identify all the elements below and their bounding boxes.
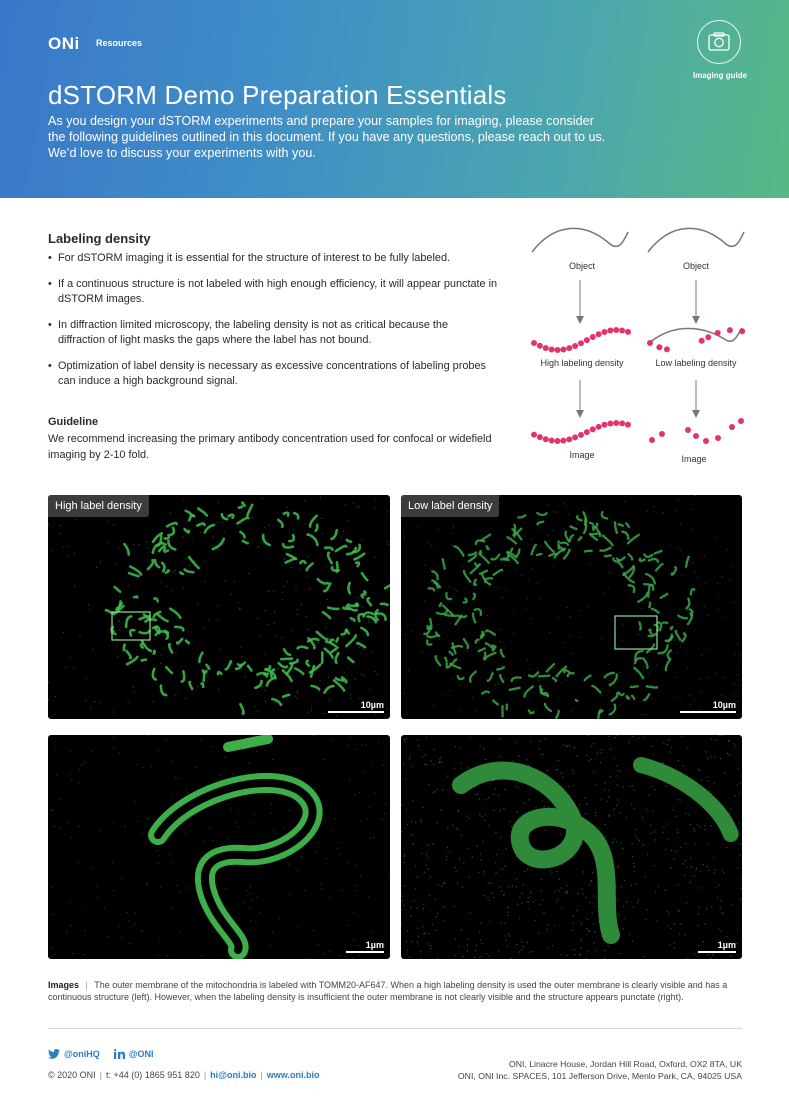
micrograph-high-zoom — [48, 735, 390, 959]
caption-label: Images — [48, 980, 80, 990]
object-curve-left — [532, 228, 628, 252]
image-label-right: Image — [681, 454, 707, 464]
address-uk: ONI, Linacre House, Jordan Hill Road, Oxford, OX2 8TA, UK — [508, 1059, 742, 1069]
address-us: ONI, ONI Inc. SPACES, 101 Jefferson Drive, Menlo Park, CA, 94025 USA — [457, 1071, 742, 1081]
phone: t: +44 (0) 1865 951 820 — [106, 1070, 200, 1080]
micrograph-low-zoom — [401, 735, 742, 959]
website-link[interactable]: www.oni.bio — [266, 1070, 320, 1080]
divider — [48, 1028, 742, 1029]
linkedin-link[interactable]: @ONI — [114, 1049, 154, 1059]
object-label-left: Object — [568, 261, 595, 271]
diagram-graphic — [520, 222, 760, 472]
guideline-title: Guideline — [48, 416, 99, 428]
imaging-guide-label: Imaging guide — [692, 71, 748, 80]
micrograph-canvas — [401, 495, 742, 719]
section-title: Labeling density — [48, 231, 151, 246]
object-label-right: Object — [682, 261, 709, 271]
low-density-image — [649, 418, 744, 444]
caption-text: The outer membrane of the mitochondria is labeled with TOMM20-AF647. When a high labeling density is used the outer membrane is clearly visible and has a continuous structure (left). However, when the labeling density is insufficient the outer membrane is not clearly visible and the structure appears punctate (right). — [48, 980, 728, 1002]
list-item: • Optimization of label density is necessary as excessive concentrations of labeling probes can induce a high background signal. — [48, 359, 498, 390]
page-title: dSTORM Demo Preparation Essentials — [48, 80, 507, 110]
header-banner — [0, 0, 789, 198]
figure-caption: Images | The outer membrane of the mitochondria is labeled with TOMM20-AF647. When a high labeling density is used the outer membrane is clearly visible and has a continuous structure (left). However, when the labeling density is insufficient the outer membrane is not clearly visible and the structure appears punctate (right). — [48, 980, 728, 1002]
image-tag: High label density — [48, 495, 149, 517]
camera-icon — [697, 20, 741, 64]
list-item: • In diffraction limited microscopy, the labeling density is not as critical because the diffraction of light masks the gaps where the label has not bound. — [48, 318, 498, 349]
image-label-left: Image — [569, 450, 595, 460]
micrograph-high-overview — [48, 495, 390, 719]
address-block — [458, 1058, 742, 1082]
bullet-list — [48, 251, 498, 400]
scale-bar: 1µm — [346, 940, 384, 953]
micrograph-canvas — [48, 495, 390, 719]
density-label-right: Low labeling density — [655, 358, 737, 368]
high-density-labels — [531, 327, 631, 353]
scale-bar: 10µm — [680, 700, 736, 713]
resources-label: Resources — [96, 38, 143, 48]
micrograph-canvas — [48, 735, 390, 959]
twitter-icon — [48, 1049, 60, 1059]
guideline-text: We recommend increasing the primary antibody concentration used for confocal or widefield imaging by 2-10 fold. — [48, 433, 492, 461]
labeling-density-diagram — [520, 222, 760, 472]
low-density-labels — [647, 327, 745, 352]
contact-line: © 2020 ONI | t: +44 (0) 1865 951 820 | hi@oni.bio | www.oni.bio — [48, 1070, 320, 1080]
object-curve-right — [648, 228, 744, 252]
density-label-left: High labeling density — [540, 358, 624, 368]
social-links — [48, 1049, 154, 1059]
scale-bar: 1µm — [698, 940, 736, 953]
oni-logo[interactable]: ONi — [48, 34, 80, 53]
copyright: © 2020 ONI — [48, 1070, 96, 1080]
high-density-image — [531, 420, 631, 444]
linkedin-icon — [114, 1049, 125, 1059]
scale-bar: 10µm — [328, 700, 384, 713]
list-item: • If a continuous structure is not labeled with high enough efficiency, it will appear punctate in dSTORM images. — [48, 277, 498, 308]
list-item: • For dSTORM imaging it is essential for the structure of interest to be fully labeled. — [48, 251, 498, 267]
micrograph-low-overview — [401, 495, 742, 719]
twitter-link[interactable]: @oniHQ — [48, 1049, 100, 1059]
image-tag: Low label density — [401, 495, 499, 517]
intro-text: As you design your dSTORM experiments and prepare your samples for imaging, please consider the following guidelines outlined in this document. If you have any questions, please reach out to us. We’d love to discuss your experiments with you. — [48, 114, 606, 160]
micrograph-canvas — [401, 735, 742, 959]
email-link[interactable]: hi@oni.bio — [210, 1070, 257, 1080]
